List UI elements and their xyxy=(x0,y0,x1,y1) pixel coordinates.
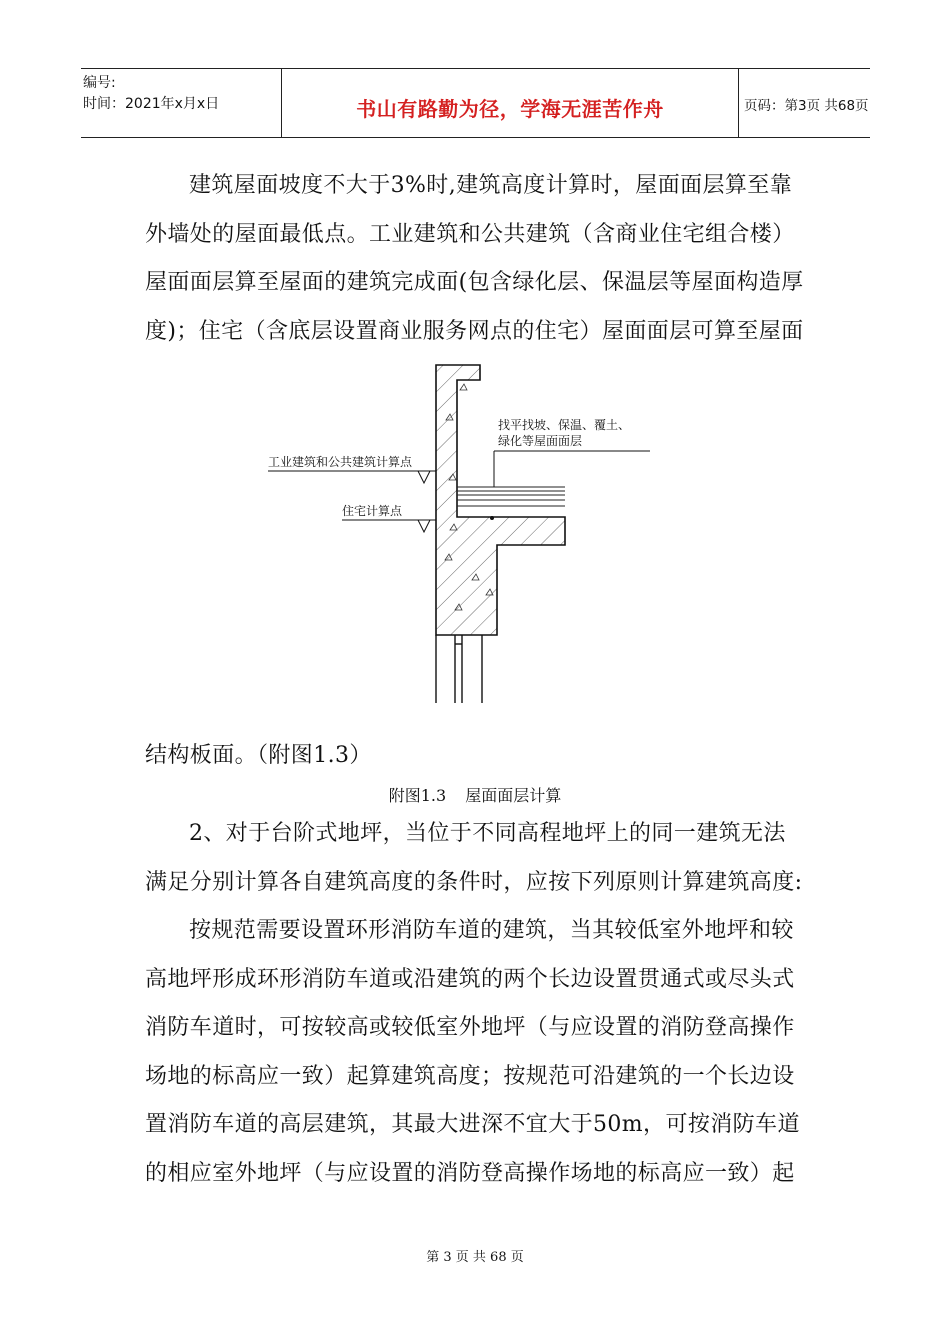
header-meta xyxy=(81,69,281,137)
residential-calc-point-label: 住宅计算点 xyxy=(342,504,403,518)
figure-caption xyxy=(0,783,950,806)
document-code-label: 编号: xyxy=(83,75,116,91)
roof-section-figure xyxy=(250,360,650,705)
document-date: 时间：2021年x月x日 xyxy=(83,96,220,112)
finish-layer-label-2: 绿化等屋面面层 xyxy=(498,434,583,448)
public-calc-point-label: 工业建筑和公共建筑计算点 xyxy=(268,455,413,469)
header-page-cell xyxy=(738,69,870,137)
roof-layers xyxy=(457,487,565,506)
figure-caption-number: 附图1.3 xyxy=(388,786,447,805)
roof-section-drawing xyxy=(250,360,650,705)
figure-caption-title: 屋面面层计算 xyxy=(465,786,562,805)
body-paragraph-4: 按规范需要设置环形消防车道的建筑，当其较低室外地坪和较高地坪形成环形消防车道或沿建筑的两个长边设置贯通式或尽头式消防车道时，可按较高或较低室外地坪（与应设置的消防登高操作场地的标高应一致）起算建筑高度；按规范可沿建筑的一个长边设置消防车道的高层建筑，其最大进深不宜大于50m，可按消防车道的相应室外地坪（与应设置的消防登高操作场地的标高应一致）起 xyxy=(145,918,800,1186)
finish-layer-label-1: 找平找坡、保温、覆土、 xyxy=(498,418,631,432)
lower-wall xyxy=(436,635,482,703)
public-elevation-triangle xyxy=(418,471,430,483)
body-paragraph-3: 2、对于台阶式地坪，当位于不同高程地坪上的同一建筑无法满足分别计算各自建筑高度的条件时，应按下列原则计算建筑高度: xyxy=(145,821,803,895)
header-page-info: 页码：第3页 共68页 xyxy=(744,98,869,114)
residential-elevation-triangle xyxy=(418,520,430,532)
slab-point-marker xyxy=(490,516,494,520)
page-footer: 第 3 页 共 68 页 xyxy=(426,1250,524,1265)
header-motto-cell xyxy=(281,69,739,137)
body-paragraph-1: 建筑屋面坡度不大于3%时,建筑高度计算时，屋面面层算至靠外墙处的屋面最低点。工业建筑和公共建筑（含商业住宅组合楼）屋面面层算至屋面的建筑完成面(包含绿化层、保温层等屋面构造厚度)；住宅（含底层设置商业服务网点的住宅）屋面面层可算至屋面 xyxy=(145,173,804,344)
page-header xyxy=(81,68,870,138)
body-paragraph-2: 结构板面。（附图1.3） xyxy=(145,743,372,768)
header-motto: 书山有路勤为径，学海无涯苦作舟 xyxy=(356,97,664,121)
